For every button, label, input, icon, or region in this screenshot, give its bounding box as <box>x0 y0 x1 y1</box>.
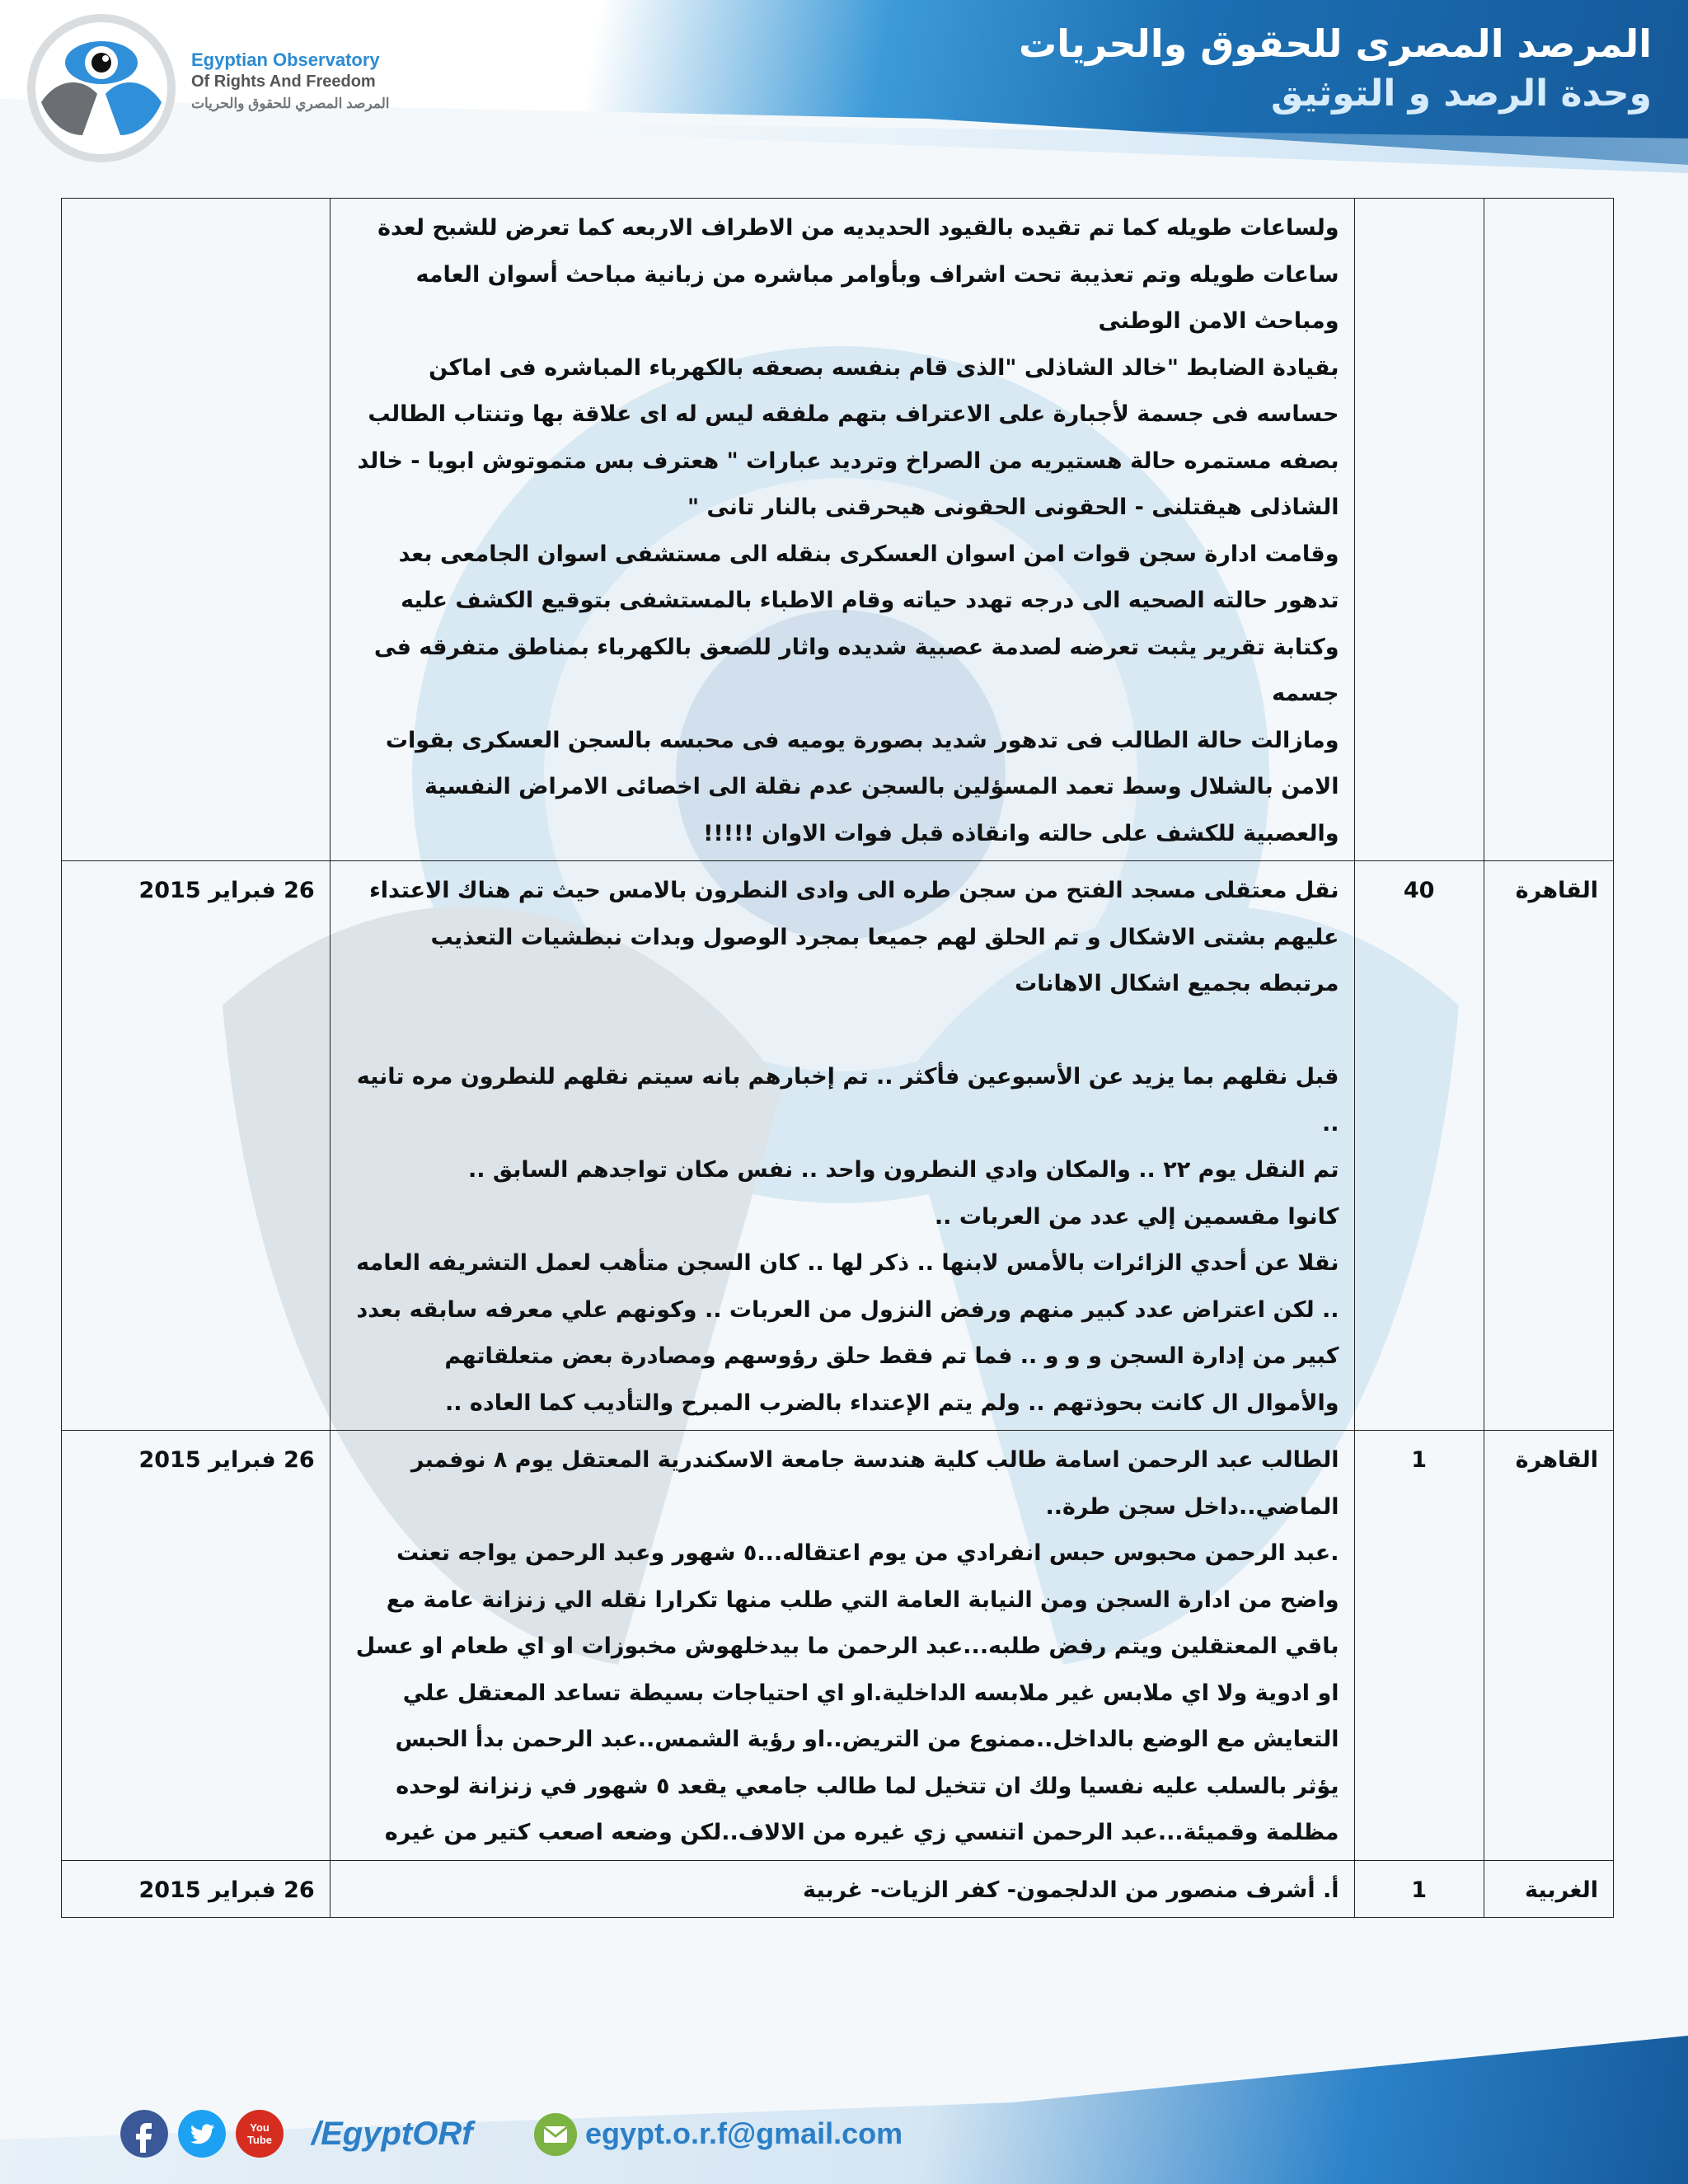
date-cell: 26 فبراير 2015 <box>62 1431 331 1861</box>
date-cell <box>62 199 331 861</box>
logo-text-en-line2: Of Rights And Freedom <box>191 73 376 91</box>
email-icon <box>534 2113 577 2156</box>
details-paragraph: الطالب عبد الرحمن اسامة طالب كلية هندسة جامعة الاسكندرية المعتقل يوم ٨ نوفمبر الماضي..داخل سجن طرة.. <box>410 1447 1339 1520</box>
count-cell <box>1354 199 1484 861</box>
twitter-icon[interactable] <box>178 2110 226 2158</box>
youtube-icon-label: You Tube <box>246 2121 273 2146</box>
paragraph-gap <box>345 1008 1339 1055</box>
details-cell <box>330 861 1354 1431</box>
social-handle-link[interactable]: /EgyptORf <box>312 2116 473 2152</box>
table-row <box>62 861 1614 1431</box>
governorate-cell: القاهرة <box>1484 1431 1613 1861</box>
governorate-cell <box>1484 199 1613 861</box>
date-cell: 26 فبراير 2015 <box>62 861 331 1431</box>
details-paragraph: ولساعات طويله كما تم تقيده بالقيود الحديديه من الاطراف الاربعه كما تعرض للشبح لعدة ساعات طويله وتم تعذيبة تحت اشراف وبأوامر مباشره من زبانية مباحث أسوان العامه ومباحث الامن الوطنى <box>377 215 1339 334</box>
unit-name: وحدة الرصد و التوثيق <box>1271 73 1652 115</box>
governorate-cell: الغربية <box>1484 1860 1613 1918</box>
table-row <box>62 1860 1614 1918</box>
table-row <box>62 199 1614 861</box>
organization-name: المرصد المصرى للحقوق والحريات <box>1019 21 1652 66</box>
reports-table <box>61 198 1614 1918</box>
details-paragraph: ومازالت حالة الطالب فى تدهور شديد بصورة يوميه فى محبسه بالسجن العسكرى بقوات الامن بالشلال وسط تعمد المسؤلين بالسجن عدم نقلة الى اخصائى الامراض النفسية والعصبية للكشف على حالته وانقاذه قبل فوات الاوان !!!!! <box>385 727 1339 846</box>
details-paragraph: نقلا عن أحدي الزائرات بالأمس لابنها .. ذكر لها .. كان السجن متأهب لعمل التشريفه العامه .. لكن اعتراض عدد كبير منهم ورفض النزول من العربات .. وكونهم علي معرفه سابقه بعدد كبير من إدارة السجن و و و .. فما تم فقط حلق رؤوسهم ومصادرة بعض متعلقاتهم والأموال ال كانت بحوذتهم .. ولم يتم الإعتداء بالضرب المبرح والتأديب كما العاده .. <box>356 1250 1339 1416</box>
email-link[interactable]: egypt.o.r.f@gmail.com <box>585 2116 903 2150</box>
logo-icon <box>25 12 178 165</box>
count-cell: 40 <box>1354 861 1484 1431</box>
governorate-cell: القاهرة <box>1484 861 1613 1431</box>
details-paragraph: وقامت ادارة سجن قوات امن اسوان العسكرى بنقله الى مستشفى اسوان الجامعى بعد تدهور حالته الصحيه الى درجه تهدد حياته وقام الاطباء بالمستشفى بتوقيع الكشف عليه وكتابة تقرير يثبت تعرضه لصدمة عصبية شديده واثار للصعق بالكهرباء بمناطق متفرقه فى جسمه <box>373 541 1339 706</box>
count-cell: 1 <box>1354 1431 1484 1861</box>
table-row <box>62 1431 1614 1861</box>
details-paragraph: تم النقل يوم ٢٢ .. والمكان وادي النطرون واحد .. نفس مكان تواجدهم السابق .. <box>467 1157 1339 1183</box>
details-paragraph: .عبد الرحمن محبوس حبس انفرادي من يوم اعتقاله...٥ شهور وعبد الرحمن يواجه تعنت واضح من ادارة السجن ومن النيابة العامة التي طلب منها تكرارا نقله الي زنزانة عامة مع باقي المعتقلين ويتم رفض طلبه...عبد الرحمن ما بيدخلهوش مخبوزات او اي طعام او عسل او ادوية ولا اي ملابس غير ملابسه الداخلية.او اي احتياجات بسيطة تساعد المعتقل علي التعايش مع الوضع بالداخل..ممنوع من التريض..او رؤية الشمس..عبد الرحمن بدأ الحبس يؤثر بالسلب عليه نفسيا ولك ان تتخيل لما طالب جامعي يقعد ٥ شهور في زنزانة لوحده مظلمة وقميئة...عبد الرحمن اتنسي زي غيره من الالاف..لكن وضعه اصعب كتير من غيره <box>355 1540 1339 1845</box>
details-cell <box>330 1860 1354 1918</box>
date-cell: 26 فبراير 2015 <box>62 1860 331 1918</box>
details-paragraph: كانوا مقسمين إلي عدد من العربات .. <box>934 1203 1339 1230</box>
logo-text-en-line1: Egyptian Observatory <box>191 49 380 70</box>
details-paragraph: أ. أشرف منصور من الدلجمون- كفر الزيات- غربية <box>803 1877 1339 1903</box>
details-cell <box>330 1431 1354 1861</box>
logo-text-ar: المرصد المصري للحقوق والحريات <box>191 96 390 111</box>
details-paragraph: نقل معتقلى مسجد الفتح من سجن طره الى وادى النطرون بالامس حيث تم هناك الاعتداء عليهم بشتى الاشكال و تم الحلق لهم جميعا بمجرد الوصول وبدات نبطشيات التعذيب مرتبطه بجميع اشكال الاهانات <box>369 878 1339 996</box>
count-cell: 1 <box>1354 1860 1484 1918</box>
details-paragraph: قبل نقلهم بما يزيد عن الأسبوعين فأكثر .. تم إخبارهم بانه سيتم نقلهم للنطرون مره تانيه .. <box>356 1064 1339 1137</box>
details-paragraph: بقيادة الضابط "خالد الشاذلى "الذى قام بنفسه بصعقه بالكهرباء المباشره فى اماكن حساسه فى جسمة لأجبارة على الاعتراف بتهم ملفقه ليس له اى علاقة بها وتنتاب الطالب بصفه مستمره حالة هستيريه من الصراخ وترديد عبارات " هعترف بس متموتوش ابويا - خالد الشاذلى هيقتلنى - الحقونى الحقونى هيحرقنى بالنار تانى " <box>357 354 1339 520</box>
youtube-icon[interactable] <box>236 2110 284 2158</box>
details-cell <box>330 199 1354 861</box>
facebook-icon[interactable] <box>120 2110 168 2158</box>
